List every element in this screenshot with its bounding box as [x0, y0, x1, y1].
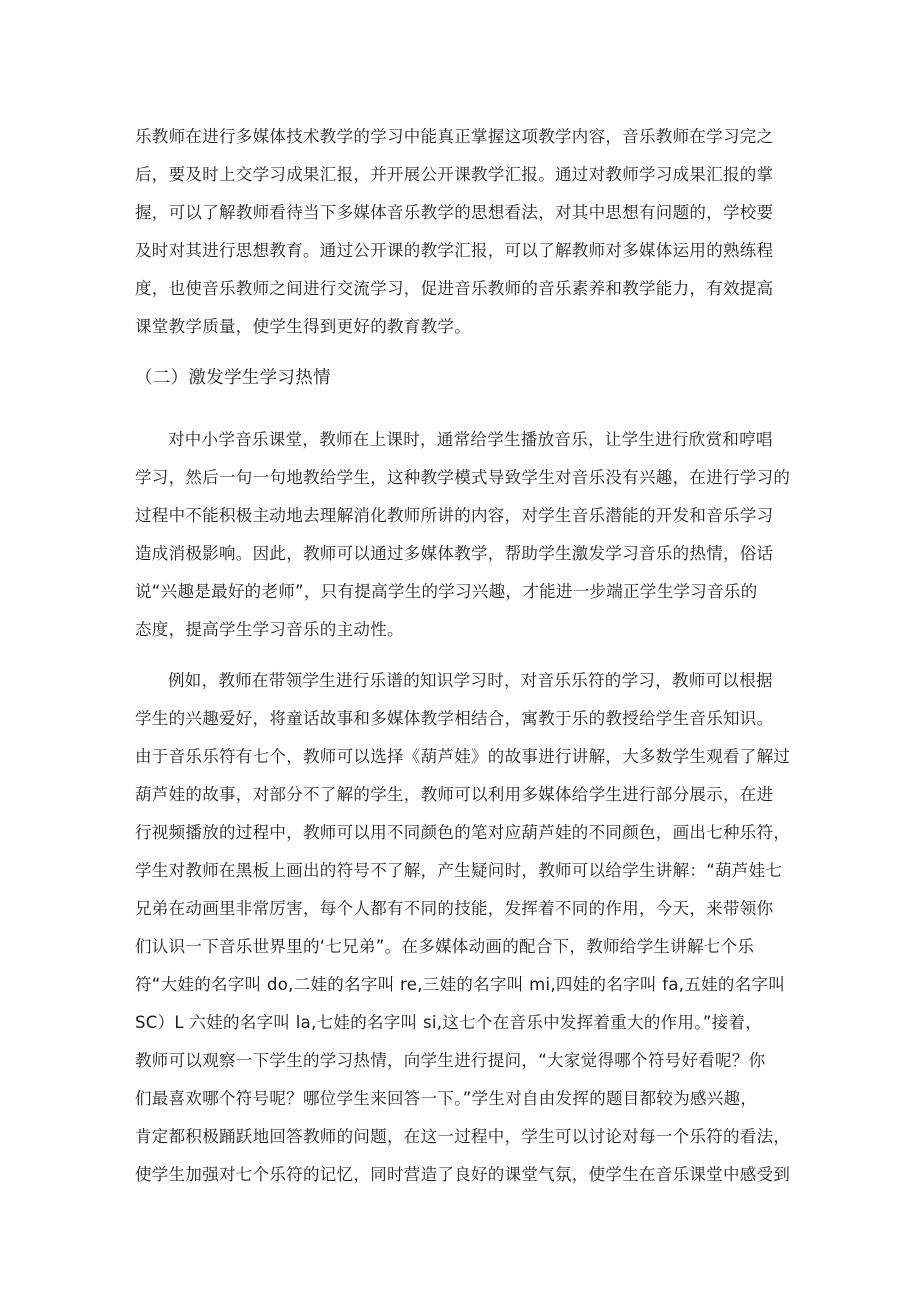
text-line: 们认识一下音乐世界里的‘七兄弟”。在多媒体动画的配合下，教师给学生讲解七个乐 [135, 937, 755, 956]
text-line: 行视频播放的过程中，教师可以用不同颜色的笔对应葫芦娃的不同颜色，画出七种乐符， [135, 823, 791, 842]
text-line: 及时对其进行思想教育。通过公开课的教学汇报，可以了解教师对多媒体运用的熟练程 [135, 241, 774, 260]
text-line: SC）L 六娃的名字叫 la,七娃的名字叫 si,这七个在音乐中发挥着重大的作用。”接着， [135, 1013, 763, 1032]
text-line: 课堂教学质量，使学生得到更好的教育教学。 [135, 317, 471, 336]
text-line: 符“大娃的名字叫 do,二娃的名字叫 re,三娃的名字叫 mi,四娃的名字叫 fa,五娃的名字叫 [135, 975, 786, 994]
section-heading: （二）激发学生学习热情 [135, 368, 331, 388]
paragraph-teacher-training [135, 118, 800, 346]
text-line: 葫芦娃的故事，对部分不了解的学生，教师可以利用多媒体给学生进行部分展示，在进 [135, 785, 774, 804]
text-line: 度，也使音乐教师之间进行交流学习，促进音乐教师的音乐素养和教学能力，有效提高 [135, 279, 774, 298]
text-line: 学生对教师在黑板上画出的符号不了解，产生疑问时，教师可以给学生讲解：“葫芦娃七 [135, 861, 783, 880]
text-line: 们最喜欢哪个符号呢？哪位学生来回答一下。”学生对自由发挥的题目都较为感兴趣， [135, 1089, 758, 1108]
section-heading-block [135, 359, 800, 397]
text-line: 教师可以观察一下学生的学习热情，向学生进行提问，“大家觉得哪个符号好看呢？你 [135, 1051, 766, 1070]
text-line: 对中小学音乐课堂，教师在上课时，通常给学生播放音乐，让学生进行欣赏和哼唱 [168, 430, 773, 449]
paragraph-student-interest [135, 421, 800, 649]
text-line: 后，要及时上交学习成果汇报，并开展公开课教学汇报。通过对教师学习成果汇报的掌 [135, 165, 774, 184]
text-line: 使学生加强对七个乐符的记忆，同时营造了良好的课堂气氛，使学生在音乐课堂中感受到 [135, 1165, 791, 1184]
text-line: 兄弟在动画里非常厉害，每个人都有不同的技能，发挥着不同的作用，今天，来带领你 [135, 899, 774, 918]
text-line: 造成消极影响。因此，教师可以通过多媒体教学，帮助学生激发学习音乐的热情，俗话 [135, 544, 774, 563]
text-line: 例如，教师在带领学生进行乐谱的知识学习时，对音乐乐符的学习，教师可以根据 [168, 671, 773, 690]
text-line: 肯定都积极踊跃地回答教师的问题，在这一过程中，学生可以讨论对每一个乐符的看法， [135, 1127, 791, 1146]
text-line: 由于音乐乐符有七个，教师可以选择《葫芦娃》的故事进行讲解，大多数学生观看了解过 [135, 747, 791, 766]
text-line: 握，可以了解教师看待当下多媒体音乐教学的思想看法，对其中思想有问题的，学校要 [135, 203, 774, 222]
text-line: 说“兴趣是最好的老师”，只有提高学生的学习兴趣，才能进一步端正学生学习音乐的 [135, 582, 758, 601]
text-line: 学习，然后一句一句地教给学生，这种教学模式导致学生对音乐没有兴趣，在进行学习的 [135, 468, 791, 487]
text-line: 乐教师在进行多媒体技术教学的学习中能真正掌握这项教学内容，音乐教师在学习完之 [135, 127, 774, 146]
text-line: 学生的兴趣爱好，将童话故事和多媒体教学相结合，寓教于乐的教授给学生音乐知识。 [135, 709, 774, 728]
text-line: 态度，提高学生学习音乐的主动性。 [135, 620, 404, 639]
paragraph-example-calabash [135, 662, 800, 1194]
text-line: 过程中不能积极主动地去理解消化教师所讲的内容，对学生音乐潜能的开发和音乐学习 [135, 506, 774, 525]
